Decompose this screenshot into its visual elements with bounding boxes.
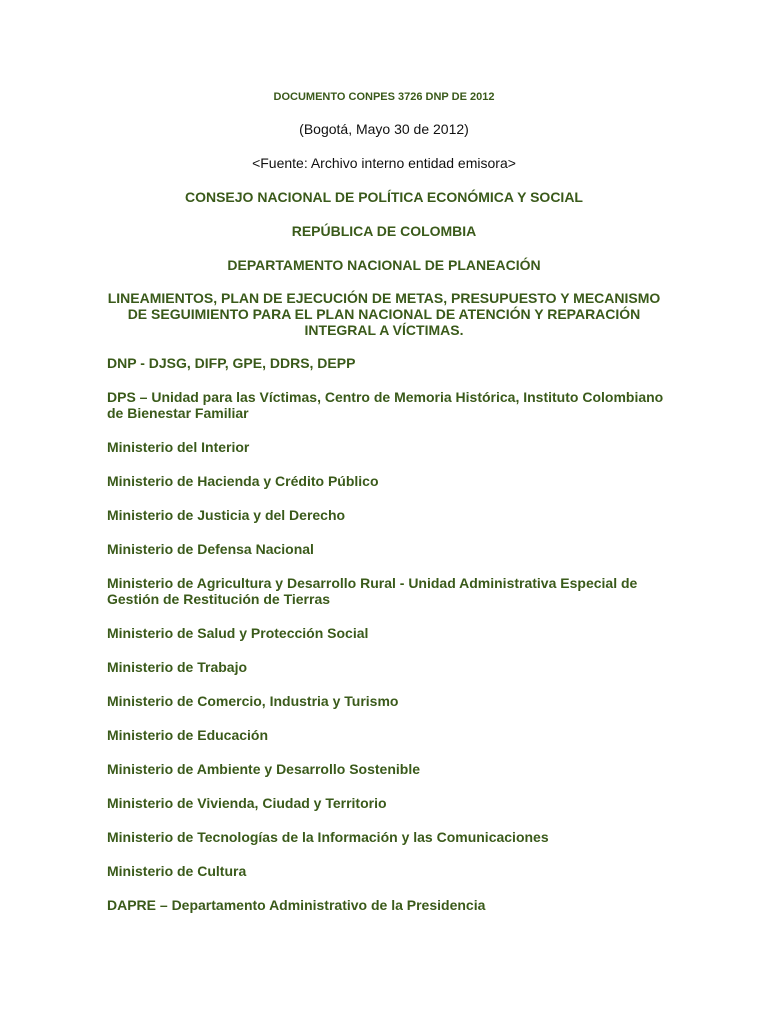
entity-item: Ministerio de Hacienda y Crédito Público xyxy=(107,473,379,489)
entity-item: DNP - DJSG, DIFP, GPE, DDRS, DEPP xyxy=(107,355,356,371)
document-title: LINEAMIENTOS, PLAN DE EJECUCIÓN DE METAS, PRESUPUESTO Y MECANISMO DE SEGUIMIENTO PARA EL PLAN NACIONAL DE ATENCIÓN Y REPARACIÓN INTEGRAL A VÍCTIMAS. xyxy=(107,290,661,338)
entity-item: Ministerio de Comercio, Industria y Turismo xyxy=(107,693,399,709)
entity-item: Ministerio de Salud y Protección Social xyxy=(107,625,369,641)
document-code: DOCUMENTO CONPES 3726 DNP DE 2012 xyxy=(273,91,495,103)
entity-item: DPS – Unidad para las Víctimas, Centro de Memoria Histórica, Instituto Colombiano de Bienestar Familiar xyxy=(107,389,664,421)
document-date: (Bogotá, Mayo 30 de 2012) xyxy=(299,121,469,137)
entity-item: Ministerio de Agricultura y Desarrollo Rural - Unidad Administrativa Especial de Gestión de Restitución de Tierras xyxy=(107,575,638,607)
document-source: <Fuente: Archivo interno entidad emisora> xyxy=(252,155,516,171)
entity-list xyxy=(107,355,677,931)
entity-item: Ministerio de Justicia y del Derecho xyxy=(107,507,346,523)
heading-department: DEPARTAMENTO NACIONAL DE PLANEACIÓN xyxy=(227,257,541,273)
entity-item: Ministerio de Defensa Nacional xyxy=(107,541,314,557)
entity-item: Ministerio de Trabajo xyxy=(107,659,248,675)
entity-item: Ministerio del Interior xyxy=(107,439,250,455)
entity-item: Ministerio de Ambiente y Desarrollo Sostenible xyxy=(107,761,420,777)
entity-item: Ministerio de Educación xyxy=(107,727,269,743)
entity-item: Ministerio de Tecnologías de la Información y las Comunicaciones xyxy=(107,829,549,845)
heading-council: CONSEJO NACIONAL DE POLÍTICA ECONÓMICA Y SOCIAL xyxy=(184,189,583,205)
heading-republic: REPÚBLICA DE COLOMBIA xyxy=(291,223,477,239)
entity-item: DAPRE – Departamento Administrativo de la Presidencia xyxy=(107,897,486,913)
entity-item: Ministerio de Vivienda, Ciudad y Territorio xyxy=(107,795,387,811)
entity-item: Ministerio de Cultura xyxy=(107,863,247,879)
